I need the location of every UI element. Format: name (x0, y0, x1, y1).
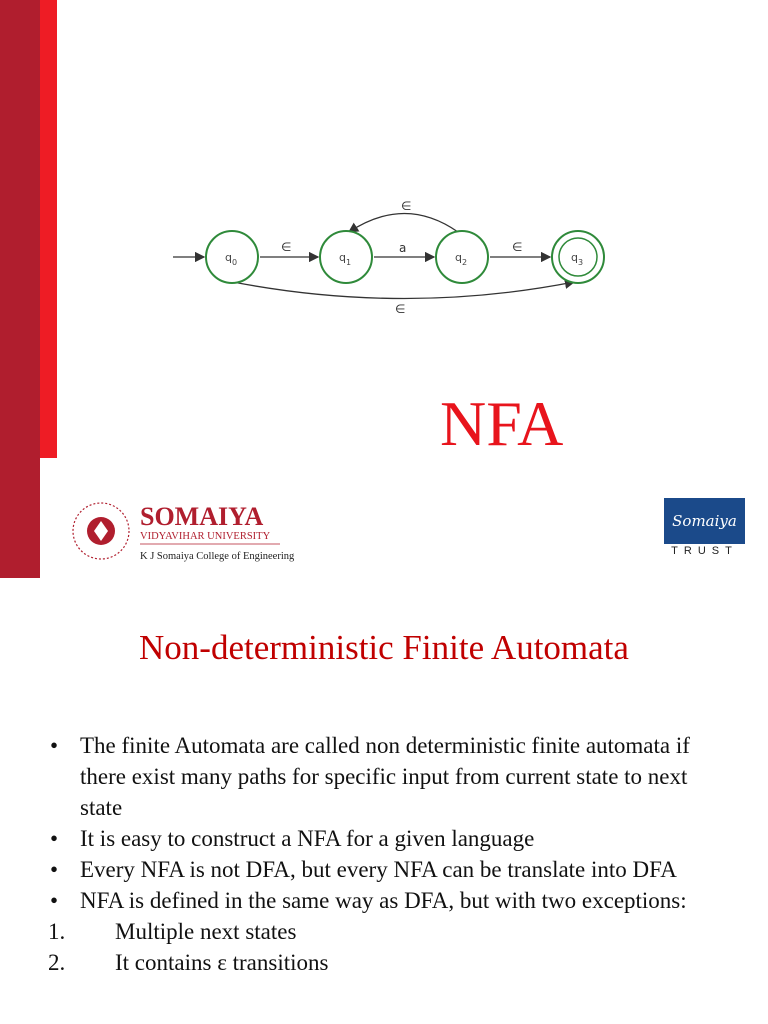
state-q0 (206, 231, 258, 283)
logo-subtitle: VIDYAVIHAR UNIVERSITY (140, 531, 271, 542)
label-q0-q1: ∈ (281, 240, 292, 254)
logo-college: K J Somaiya College of Engineering (140, 551, 295, 562)
numbered-item: 1. Multiple next states (48, 919, 297, 944)
accent-bar-bright (40, 0, 57, 458)
svg-text:q2: $q_2$ (455, 251, 468, 267)
trust-logo-box (664, 498, 745, 544)
label-q0-q3-bottom: ∈ (395, 302, 406, 316)
svg-text:q1: $q_1$ (339, 251, 352, 267)
slide-title: NFA (440, 388, 564, 459)
trust-logo-script: Somaiya (672, 512, 737, 530)
bullet-item: • The finite Automata are called non deterministic finite automata if there exist many paths for specific input from current state to next state (50, 733, 690, 820)
state-q2 (436, 231, 488, 283)
edge-q2-q1-back (349, 214, 458, 233)
accent-bar-dark (0, 0, 40, 578)
label-q1-q2: a (399, 241, 407, 255)
svg-text:q3: $q_3$ (571, 251, 584, 267)
university-seal-icon (73, 503, 129, 559)
state-q3-final (552, 231, 604, 283)
bullet-item: • NFA is defined in the same way as DFA, but with two exceptions: (50, 888, 687, 913)
nfa-state-diagram (165, 190, 615, 325)
label-q2-q1-back: ∈ (401, 199, 412, 213)
trust-logo-word: TRUST (671, 545, 738, 557)
logo-name: SOMAIYA (140, 502, 264, 531)
bullet-item: • It is easy to construct a NFA for a given language (50, 826, 535, 851)
edge-q0-q3-bottom (233, 282, 574, 299)
numbered-item: 2. It contains ε transitions (48, 950, 329, 975)
slide-nfa-definition (0, 578, 768, 1024)
slide-heading: Non-deterministic Finite Automata (139, 628, 629, 667)
label-q2-q3: ∈ (512, 240, 523, 254)
somaiya-trust-logo (664, 498, 745, 561)
svg-text:q0: $q_0$ (225, 251, 238, 267)
somaiya-university-logo (68, 497, 340, 567)
bullet-item: • Every NFA is not DFA, but every NFA can be translate into DFA (50, 857, 677, 882)
bullet-list (48, 730, 728, 978)
state-q1 (320, 231, 372, 283)
